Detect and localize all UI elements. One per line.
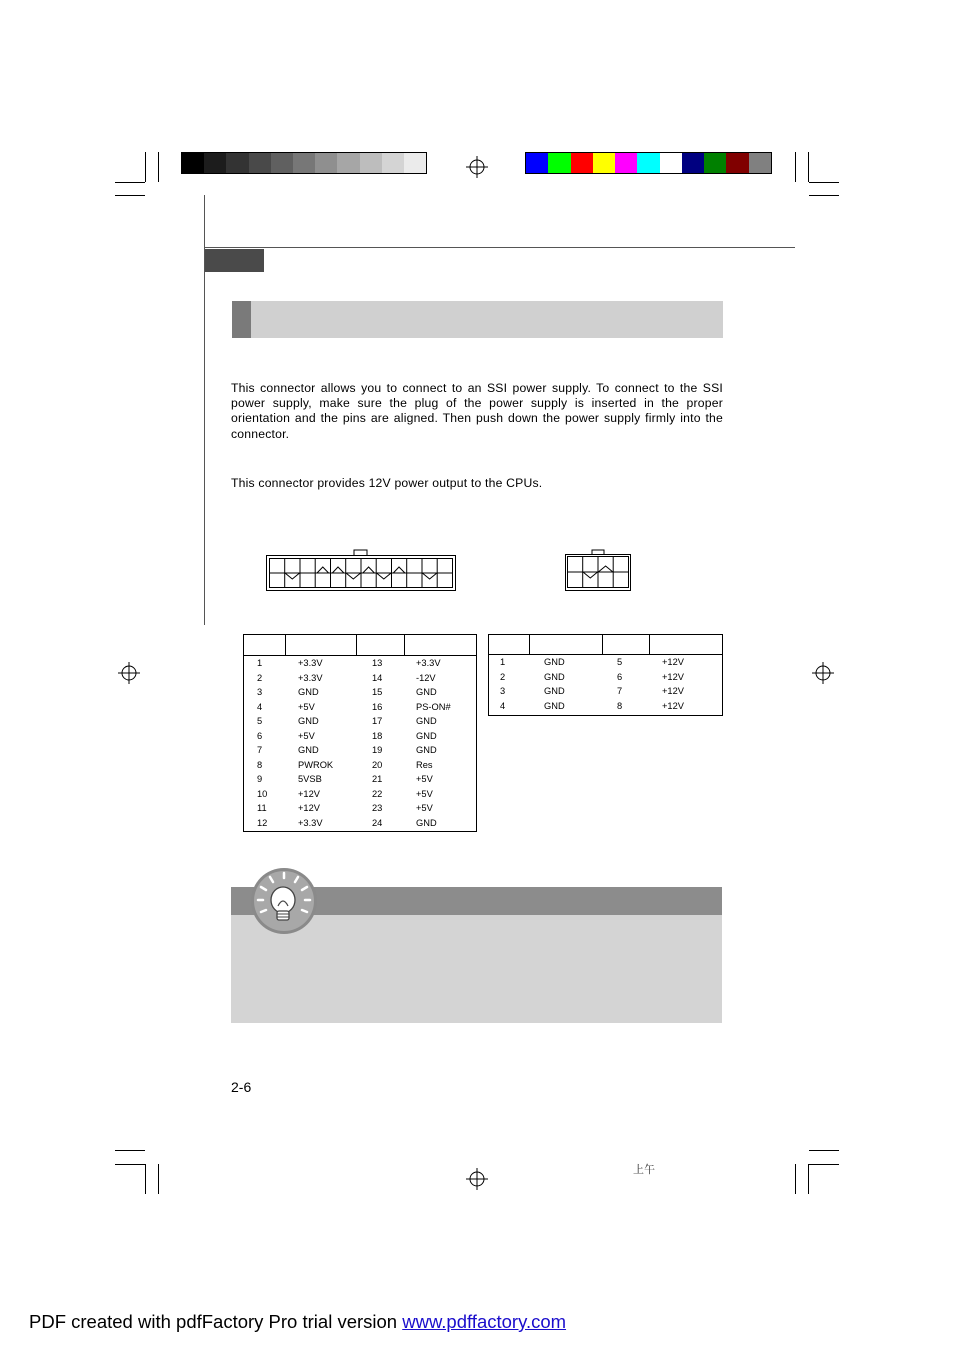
connector-24pin-diagram	[265, 549, 457, 592]
crop-mark	[808, 1164, 809, 1194]
registration-mark-icon	[118, 662, 140, 684]
color-swatch	[548, 153, 570, 173]
pin-signal-cell: +5V	[298, 730, 315, 741]
pin-signal-cell: +3.3V	[298, 658, 323, 668]
pin-signal-cell: GND	[544, 671, 565, 682]
crop-mark	[158, 1164, 159, 1194]
section-heading-accent	[232, 301, 251, 338]
crop-mark	[795, 1164, 796, 1194]
color-swatch	[526, 153, 548, 173]
pin-number-cell: 5	[617, 657, 623, 667]
column-divider	[285, 635, 286, 655]
pin-signal-cell: +5V	[416, 774, 433, 784]
crop-mark	[158, 152, 159, 182]
pin-number-cell: 18	[372, 730, 383, 741]
pin-number-cell: 7	[257, 745, 263, 755]
stray-glyph: 上午	[633, 1163, 655, 1176]
pin-signal-cell: GND	[544, 700, 565, 711]
crop-mark	[115, 1150, 145, 1151]
pin-signal-cell: +3.3V	[298, 672, 323, 683]
color-swatch	[271, 153, 293, 173]
color-calibration-bar	[525, 152, 772, 174]
color-swatch	[404, 153, 426, 173]
pin-number-cell: 2	[257, 672, 263, 683]
pin-signal-cell: +12V	[662, 700, 684, 711]
pin-number-cell: 6	[617, 671, 623, 682]
column-divider	[529, 635, 530, 654]
pin-number-cell: 8	[257, 759, 263, 770]
pin-signal-cell: PWROK	[298, 759, 334, 770]
pin-signal-cell: GND	[416, 716, 437, 726]
pin-signal-cell: GND	[298, 745, 319, 755]
pin-signal-cell: PS-ON#	[416, 701, 451, 712]
pin-number-cell: 3	[257, 687, 263, 697]
header-rule	[205, 247, 795, 248]
grayscale-calibration-bar	[181, 152, 427, 174]
pin-signal-cell: +5V	[416, 803, 433, 813]
pin-number-cell: 5	[257, 716, 263, 726]
pin-number-cell: 23	[372, 803, 383, 813]
pin-number-cell: 6	[257, 730, 263, 741]
pin-number-cell: 1	[257, 658, 263, 668]
pin-signal-cell: GND	[416, 817, 437, 828]
column-divider	[356, 635, 357, 655]
pin-signal-cell: 5VSB	[298, 774, 322, 784]
pin-number-cell: 8	[617, 700, 623, 711]
pin-number-cell: 4	[257, 701, 263, 712]
registration-mark-icon	[466, 1168, 488, 1190]
pin-signal-cell: GND	[416, 745, 437, 755]
pin-definition-table-24pin	[243, 634, 477, 832]
pin-number-cell: 1	[500, 657, 506, 667]
color-swatch	[704, 153, 726, 173]
pin-number-cell: 16	[372, 701, 383, 712]
pin-number-cell: 19	[372, 745, 383, 755]
color-swatch	[204, 153, 226, 173]
footer-link[interactable]: www.pdffactory.com	[402, 1311, 567, 1332]
color-swatch	[682, 153, 704, 173]
pin-signal-cell: -12V	[416, 672, 436, 683]
color-swatch	[615, 153, 637, 173]
pin-signal-cell: GND	[416, 687, 437, 697]
pin-number-cell: 3	[500, 686, 506, 696]
color-swatch	[382, 153, 404, 173]
pin-number-cell: 4	[500, 700, 506, 711]
pin-signal-cell: +3.3V	[298, 817, 323, 828]
crop-mark	[809, 182, 839, 183]
ssi-connector-description: This connector allows you to connect to an SSI power supply. To connect to the SSI power supply, make sure the plug of the power supply is inserted in the proper orientation and the pins are aligned. Then push down the power supply firmly into the connector.	[231, 381, 723, 441]
table-header	[244, 635, 476, 656]
pin-number-cell: 17	[372, 716, 383, 726]
color-swatch	[571, 153, 593, 173]
color-swatch	[593, 153, 615, 173]
pin-number-cell: 7	[617, 686, 623, 696]
pin-definition-table-8pin	[488, 634, 723, 716]
crop-mark	[115, 182, 145, 183]
color-swatch	[749, 153, 771, 173]
crop-mark	[795, 152, 796, 182]
color-swatch	[249, 153, 271, 173]
pin-signal-cell: +3.3V	[416, 658, 441, 668]
pin-signal-cell: GND	[298, 687, 319, 697]
registration-mark-icon	[812, 662, 834, 684]
pin-signal-cell: +5V	[298, 701, 315, 712]
color-swatch	[660, 153, 682, 173]
lightbulb-tip-icon	[250, 866, 318, 936]
crop-mark	[145, 1164, 146, 1194]
color-swatch	[637, 153, 659, 173]
pdf-footer	[29, 1311, 566, 1333]
pin-number-cell: 15	[372, 687, 383, 697]
color-swatch	[226, 153, 248, 173]
crop-mark	[809, 195, 839, 196]
pin-signal-cell: +12V	[298, 788, 320, 799]
chapter-tab	[205, 249, 264, 272]
color-swatch	[293, 153, 315, 173]
pin-signal-cell: GND	[544, 686, 565, 696]
color-swatch	[726, 153, 748, 173]
connector-8pin-diagram	[564, 549, 632, 592]
pin-signal-cell: +5V	[416, 788, 433, 799]
crop-mark	[809, 1150, 839, 1151]
crop-mark	[115, 1164, 145, 1165]
pin-number-cell: 24	[372, 817, 383, 828]
registration-mark-icon	[466, 156, 488, 178]
color-swatch	[360, 153, 382, 173]
pin-number-cell: 9	[257, 774, 263, 784]
color-swatch	[315, 153, 337, 173]
pin-signal-cell: +12V	[298, 803, 320, 813]
pin-number-cell: 20	[372, 759, 383, 770]
pin-signal-cell: +12V	[662, 657, 684, 667]
crop-mark	[809, 1164, 839, 1165]
color-swatch	[337, 153, 359, 173]
pin-number-cell: 21	[372, 774, 383, 784]
color-swatch	[182, 153, 204, 173]
pin-number-cell: 11	[257, 803, 267, 813]
pin-signal-cell: GND	[416, 730, 437, 741]
pin-number-cell: 10	[257, 788, 268, 799]
pin-number-cell: 13	[372, 658, 383, 668]
pin-number-cell: 22	[372, 788, 383, 799]
crop-mark	[115, 195, 145, 196]
footer-text: PDF created with pdfFactory Pro trial version	[29, 1311, 403, 1332]
column-divider	[649, 635, 650, 654]
page-number: 2-6	[231, 1079, 252, 1095]
pin-number-cell: 14	[372, 672, 383, 683]
table-header	[489, 635, 722, 655]
pin-number-cell: 12	[257, 817, 268, 828]
crop-mark	[145, 152, 146, 182]
crop-mark	[808, 152, 809, 182]
pin-number-cell: 2	[500, 671, 506, 682]
pin-signal-cell: GND	[544, 657, 565, 667]
pin-signal-cell: Res	[416, 759, 433, 770]
pin-signal-cell: +12V	[662, 686, 684, 696]
cpu-connector-description: This connector provides 12V power output to the CPUs.	[231, 476, 543, 490]
section-heading-bar	[232, 301, 723, 338]
column-divider	[602, 635, 603, 654]
pin-signal-cell: GND	[298, 716, 319, 726]
pin-signal-cell: +12V	[662, 671, 684, 682]
column-divider	[404, 635, 405, 655]
